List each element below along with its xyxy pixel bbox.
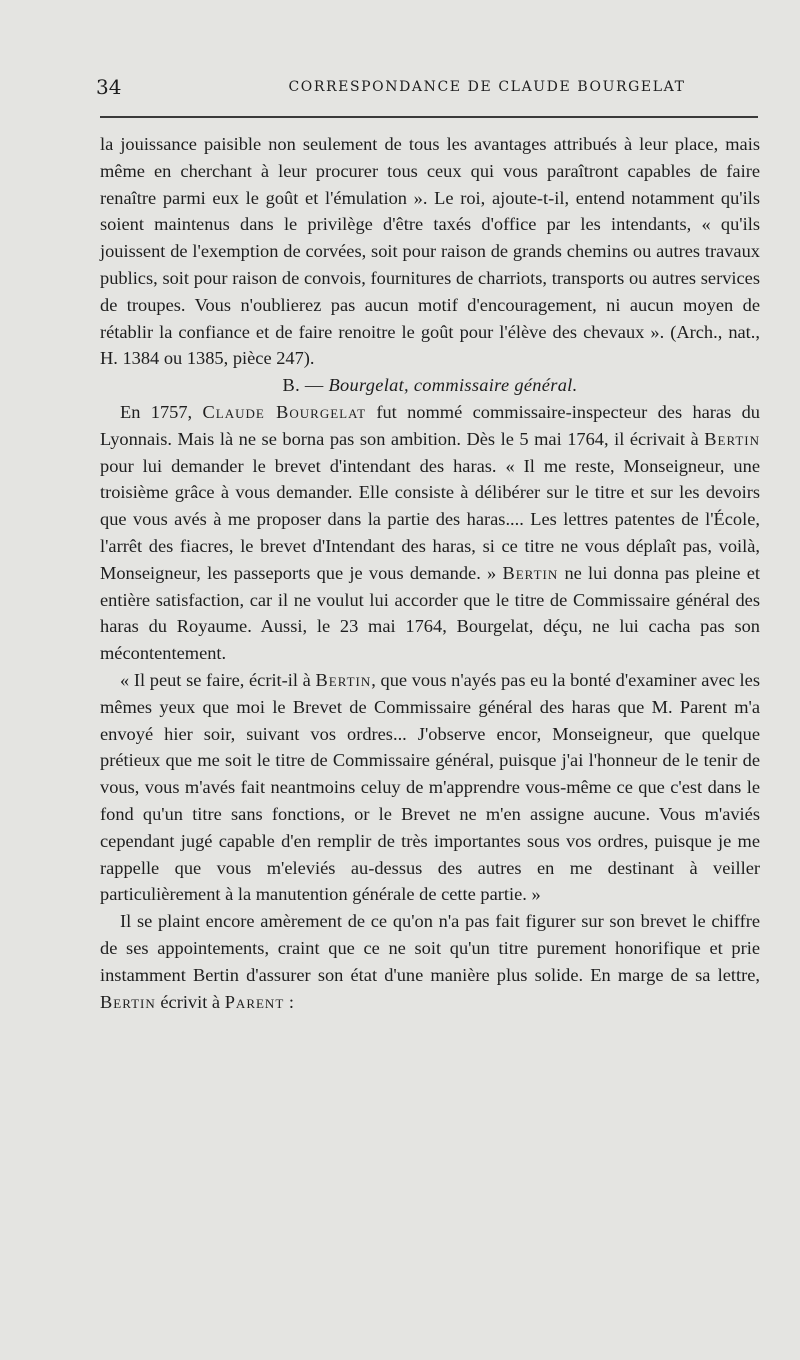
name-claude-bourgelat: Claude Bourgelat (202, 401, 367, 422)
name-bertin: Bertin (100, 991, 156, 1012)
paragraph-4: Il se plaint encore amèrement de ce qu'on n'a pas fait figurer sur son brevet le chiffre de ses appointements, craint que ce ne soit qu'un titre purement honorifique et prie instamment Bertin d'assurer son état d'une manière plus solide. En marge de sa lettre, Bertin écrivit à Parent : (100, 911, 760, 1012)
running-title: CORRESPONDANCE DE CLAUDE BOURGELAT (288, 79, 686, 95)
name-bertin: Bertin (502, 562, 559, 583)
paragraph-2: En 1757, Claude Bourgelat fut nommé commissaire-inspecteur des haras du Lyonnais. Mais là ne se borna pas son ambition. Dès le 5 mai 1764, il écrivait à Bertin pour lui demander le brevet d'intendant des haras. « Il me reste, Monseigneur, une troisième grâce à vous demander. Elle consiste à délibérer sur le titre et sur les devoirs que vous avés à me proposer dans la partie des haras.... Les lettres patentes de l'École, l'arrêt des fiacres, le brevet d'Intendant des haras, si ce titre ne vous déplaît pas, voilà, Monseigneur, les passeports que je vous demande. » Bertin ne lui donna pas pleine et entière satisfaction, car il ne voulut lui accorder que le titre de Commissaire général des haras du Royaume. Aussi, le 23 mai 1764, Bourgelat, déçu, ne lui cacha pas son mécontentement. (100, 401, 760, 664)
page-header (96, 72, 758, 102)
paragraph-1: la jouissance paisible non seulement de tous les avantages attribués à leur place, mais même en cherchant à leur procurer tous ceux qui vous paraîtront capables de faire renaître parmi eux le goût et l'émulation ». Le roi, ajoute-t-il, entend notamment qu'ils soient maintenus dans le privilège d'être taxés d'office par les intendants, « qu'ils jouissent de l'exemption de corvées, soit pour raison de grands chemins ou autres travaux publics, soit pour raison de convois, fournitures de charriots, transports ou autres services de troupes. Vous n'oublierez pas aucun motif d'encouragement, ni aucun moyen de rétablir la confiance et de faire renoitre le goût pour l'élève des chevaux ». (Arch., nat., H. 1384 ou 1385, pièce 247). (100, 134, 760, 369)
section-title: Bourgelat, commissaire général. (328, 375, 578, 396)
name-parent: Parent (224, 991, 285, 1012)
name-bertin: Bertin (315, 669, 372, 690)
section-label: B. — (282, 375, 324, 396)
header-rule (100, 116, 758, 118)
section-heading (100, 372, 760, 399)
body-text (100, 131, 760, 1015)
page-number: 34 (96, 75, 122, 99)
name-bertin: Bertin (704, 428, 760, 449)
paragraph-3: « Il peut se faire, écrit-il à Bertin, que vous n'ayés pas eu la bonté d'examiner avec les mêmes yeux que moi le Brevet de Commissaire général des haras que M. Parent m'a envoyé hier soir, suivant vos ordres... J'observe encor, Monseigneur, que quelque prétieux que me soit le titre de Commissaire général, puisque j'ai l'honneur de le tenir de vous, vous m'avés fait neantmoins celuy de m'apprendre vous-même ce que c'est dans le fond qu'un titre sans fonctions, or le Brevet ne m'en assigne aucune. Vous m'aviés cependant jugé capable d'en remplir de très importantes sous vos ordres, puisque je me rappelle que vous m'eleviés au-dessus des autres en me destinant à veiller particulièrement à la manutention générale de cette partie. » (100, 669, 760, 905)
